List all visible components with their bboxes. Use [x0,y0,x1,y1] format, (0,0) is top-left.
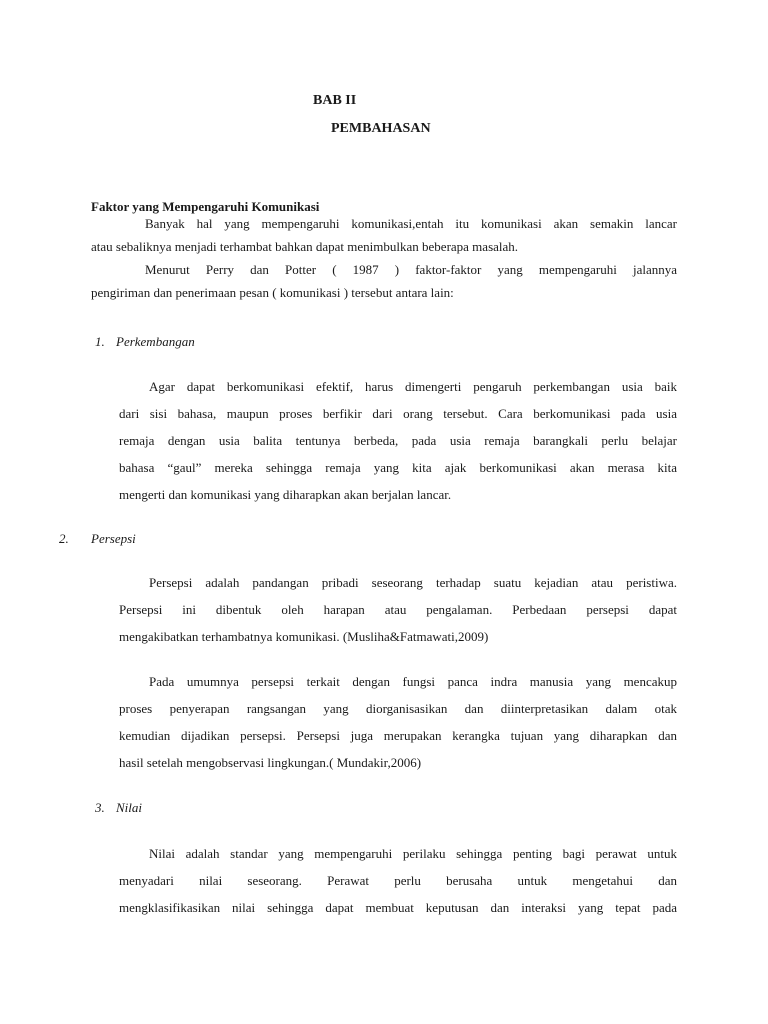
paragraph-line: Pada umumnya persepsi terkait dengan fungsi panca indra manusia yang mencakup [149,674,677,689]
paragraph [119,569,677,650]
paragraph-line: dari sisi bahasa, maupun proses berfikir dari orang tersebut. Cara berkomunikasi pada usia [119,406,677,421]
intro-line: Banyak hal yang mempengaruhi komunikasi,entah itu komunikasi akan semakin lancar [145,216,677,231]
paragraph-line: bahasa “gaul” mereka sehingga remaja yang kita ajak berkomunikasi akan merasa kita [119,460,677,475]
list-item-title: Nilai [116,800,143,815]
intro-paragraph [91,212,677,304]
paragraph-line: kemudian dijadikan persepsi. Persepsi juga merupakan kerangka tujuan yang diharapkan dan [119,728,677,743]
paragraph [119,668,677,776]
paragraph-line: mengerti dan komunikasi yang diharapkan akan berjalan lancar. [119,487,452,502]
paragraph-line: remaja dengan usia balita tentunya berbeda, pada usia remaja barangkali perlu belajar [119,433,677,448]
chapter-heading: BAB II [313,93,357,108]
paragraph-line: mengakibatkan terhambatnya komunikasi. (Musliha&Fatmawati,2009) [119,629,489,644]
paragraph-line: Nilai adalah standar yang mempengaruhi perilaku sehingga penting bagi perawat untuk [149,846,677,861]
list-item-title: Perkembangan [116,334,195,349]
paragraph-line: hasil setelah mengobservasi lingkungan.( Mundakir,2006) [119,755,422,770]
paragraph [119,373,677,508]
list-number: 2. [59,531,69,546]
paragraph-line: Agar dapat berkomunikasi efektif, harus dimengerti pengaruh perkembangan usia baik [149,379,677,394]
list-number: 1. [95,334,105,349]
paragraph-line: proses penyerapan rangsangan yang diorganisasikan dan diinterpretasikan dalam otak [119,701,677,716]
page-title: PEMBAHASAN [331,121,431,136]
section-heading: Faktor yang Mempengaruhi Komunikasi [91,199,320,214]
intro-line: Menurut Perry dan Potter ( 1987 ) faktor-faktor yang mempengaruhi jalannya [145,262,677,277]
intro-line: pengiriman dan penerimaan pesan ( komunikasi ) tersebut antara lain: [91,285,454,300]
list-number: 3. [95,800,105,815]
paragraph-line: Persepsi adalah pandangan pribadi seseorang terhadap suatu kejadian atau peristiwa. [149,575,677,590]
paragraph-line: Persepsi ini dibentuk oleh harapan atau pengalaman. Perbedaan persepsi dapat [119,602,677,617]
intro-line: atau sebaliknya menjadi terhambat bahkan dapat menimbulkan beberapa masalah. [91,239,519,254]
paragraph-line: menyadari nilai seseorang. Perawat perlu berusaha untuk mengetahui dan [119,873,677,888]
paragraph [119,840,677,921]
list-item-title: Persepsi [91,531,136,546]
paragraph-line: mengklasifikasikan nilai sehingga dapat membuat keputusan dan interaksi yang tepat pada [119,900,677,915]
